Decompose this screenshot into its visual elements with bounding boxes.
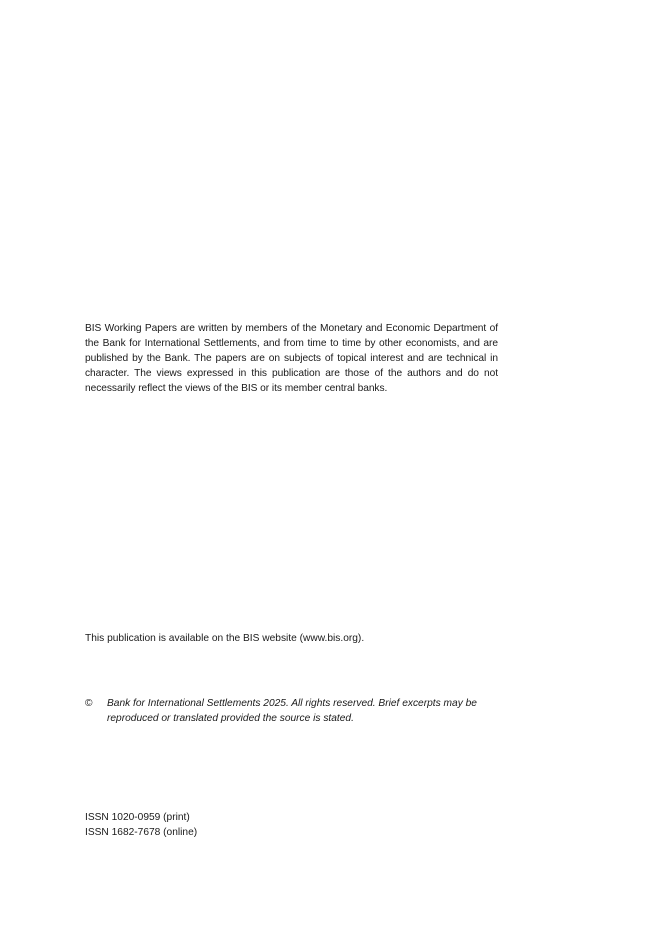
copyright-text: Bank for International Settlements 2025. All rights reserved. Brief excerpts may be reproduced or translated provided the source is stated. [107, 698, 477, 724]
copyright-symbol: © [85, 698, 93, 709]
issn-block [85, 810, 345, 840]
copyright-notice [85, 696, 498, 726]
issn-print: ISSN 1020-0959 (print) [85, 812, 190, 823]
disclaimer-paragraph: BIS Working Papers are written by members of the Monetary and Economic Department of the Bank for International Settlements, and from time to time by other economists, and are published by the Bank. The papers are on subjects of topical interest and are technical in character. The views expressed in this publication are those of the authors and do not necessarily reflect the views of the BIS or its member central banks. [85, 323, 498, 394]
issn-online: ISSN 1682-7678 (online) [85, 827, 198, 838]
availability-notice: This publication is available on the BIS website (www.bis.org). [85, 633, 365, 644]
